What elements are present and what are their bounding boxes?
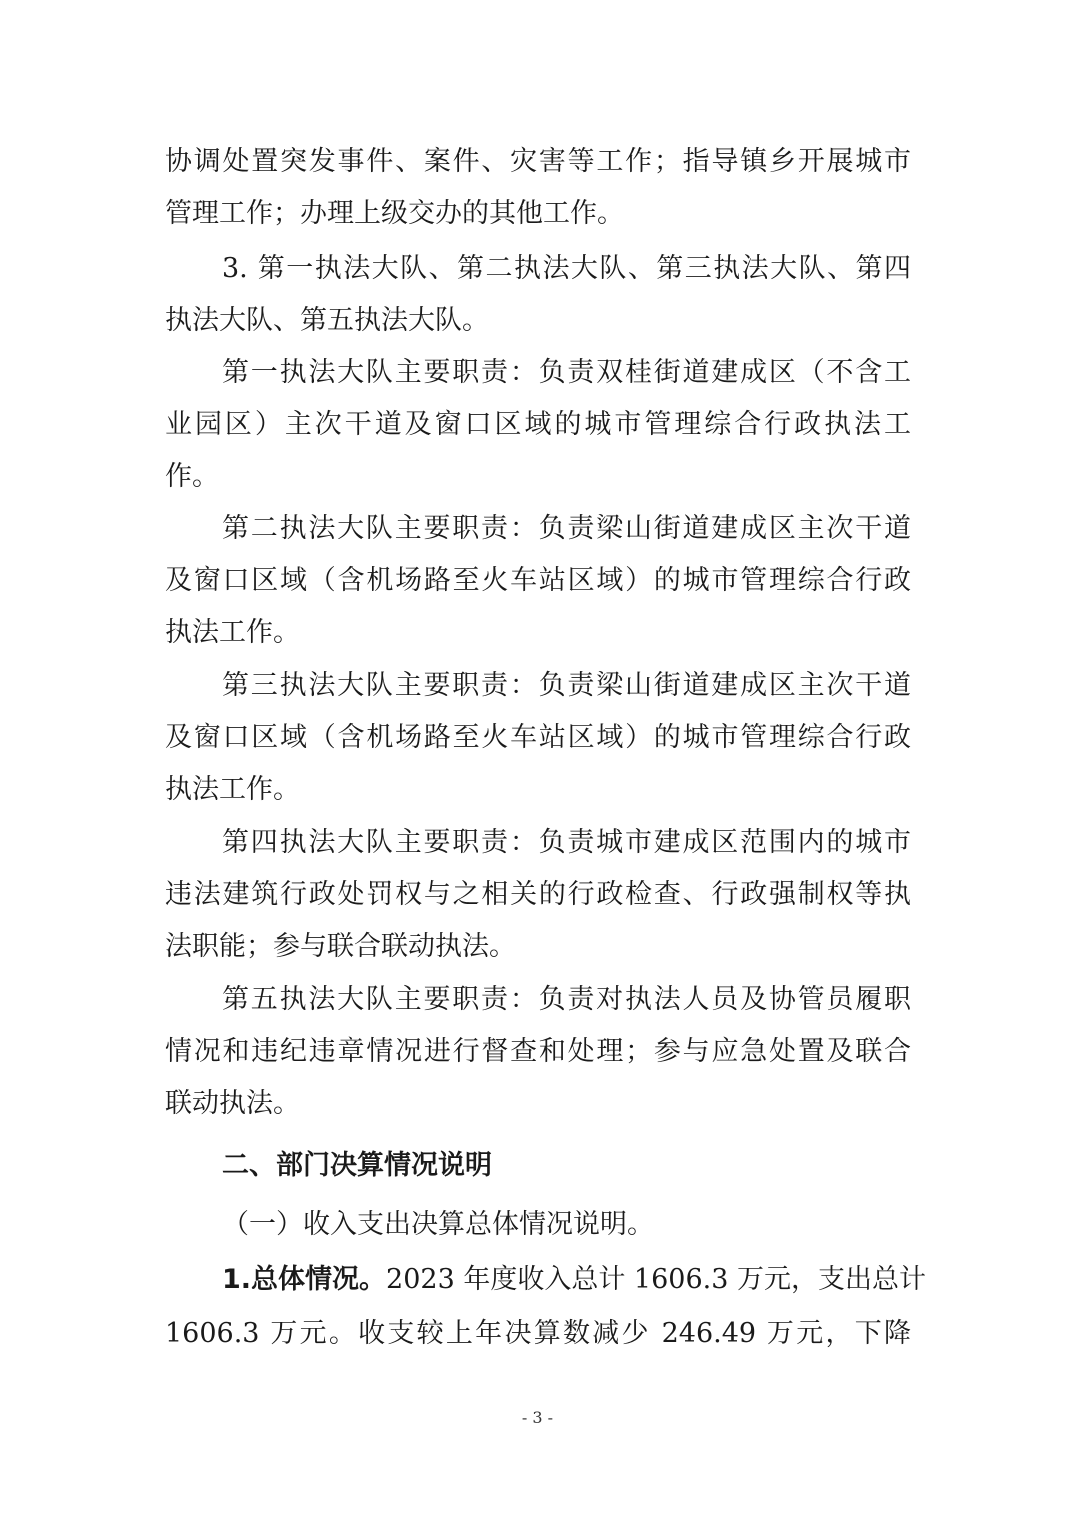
- paragraph-line: 法职能；参与联合联动执法。: [165, 931, 516, 962]
- paragraph-line: 情况和违纪违章情况进行督查和处理；参与应急处置及联合: [165, 1036, 911, 1067]
- paragraph-line: 第五执法大队主要职责：负责对执法人员及协管员履职: [222, 984, 911, 1015]
- paragraph-line: 1606.3 万元。收支较上年决算数减少 246.49 万元，下降: [165, 1318, 911, 1349]
- paragraph-text: 2023 年度收入总计 1606.3 万元，支出总计: [386, 1264, 926, 1295]
- bold-lead: 1.总体情况。: [222, 1264, 387, 1295]
- paragraph-line: 3. 第一执法大队、第二执法大队、第三执法大队、第四: [222, 253, 911, 284]
- section-heading: 二、部门决算情况说明: [222, 1150, 492, 1181]
- paragraph-line: 协调处置突发事件、案件、灾害等工作；指导镇乡开展城市: [165, 146, 911, 177]
- paragraph-line: 作。: [165, 461, 219, 492]
- paragraph-line: 联动执法。: [165, 1088, 300, 1119]
- paragraph-line: 执法工作。: [165, 774, 300, 805]
- paragraph-line: 第三执法大队主要职责：负责梁山街道建成区主次干道: [222, 670, 911, 701]
- paragraph-line: 第四执法大队主要职责：负责城市建成区范围内的城市: [222, 827, 911, 858]
- paragraph-line: 第二执法大队主要职责：负责梁山街道建成区主次干道: [222, 513, 911, 544]
- paragraph-line: 业园区）主次干道及窗口区域的城市管理综合行政执法工: [165, 409, 911, 440]
- paragraph-line: 执法工作。: [165, 617, 300, 648]
- paragraph-line: 执法大队、第五执法大队。: [165, 305, 489, 336]
- paragraph-line: 管理工作；办理上级交办的其他工作。: [165, 198, 624, 229]
- paragraph-line: 第一执法大队主要职责：负责双桂街道建成区（不含工: [222, 357, 911, 388]
- paragraph-line: 及窗口区域（含机场路至火车站区域）的城市管理综合行政: [165, 565, 911, 596]
- page-number: - 3 -: [521, 1408, 554, 1427]
- paragraph-line: 及窗口区域（含机场路至火车站区域）的城市管理综合行政: [165, 722, 911, 753]
- paragraph-line: [222, 1263, 926, 1297]
- paragraph-line: 违法建筑行政处罚权与之相关的行政检查、行政强制权等执: [165, 879, 911, 910]
- subsection-heading: （一）收入支出决算总体情况说明。: [222, 1209, 654, 1240]
